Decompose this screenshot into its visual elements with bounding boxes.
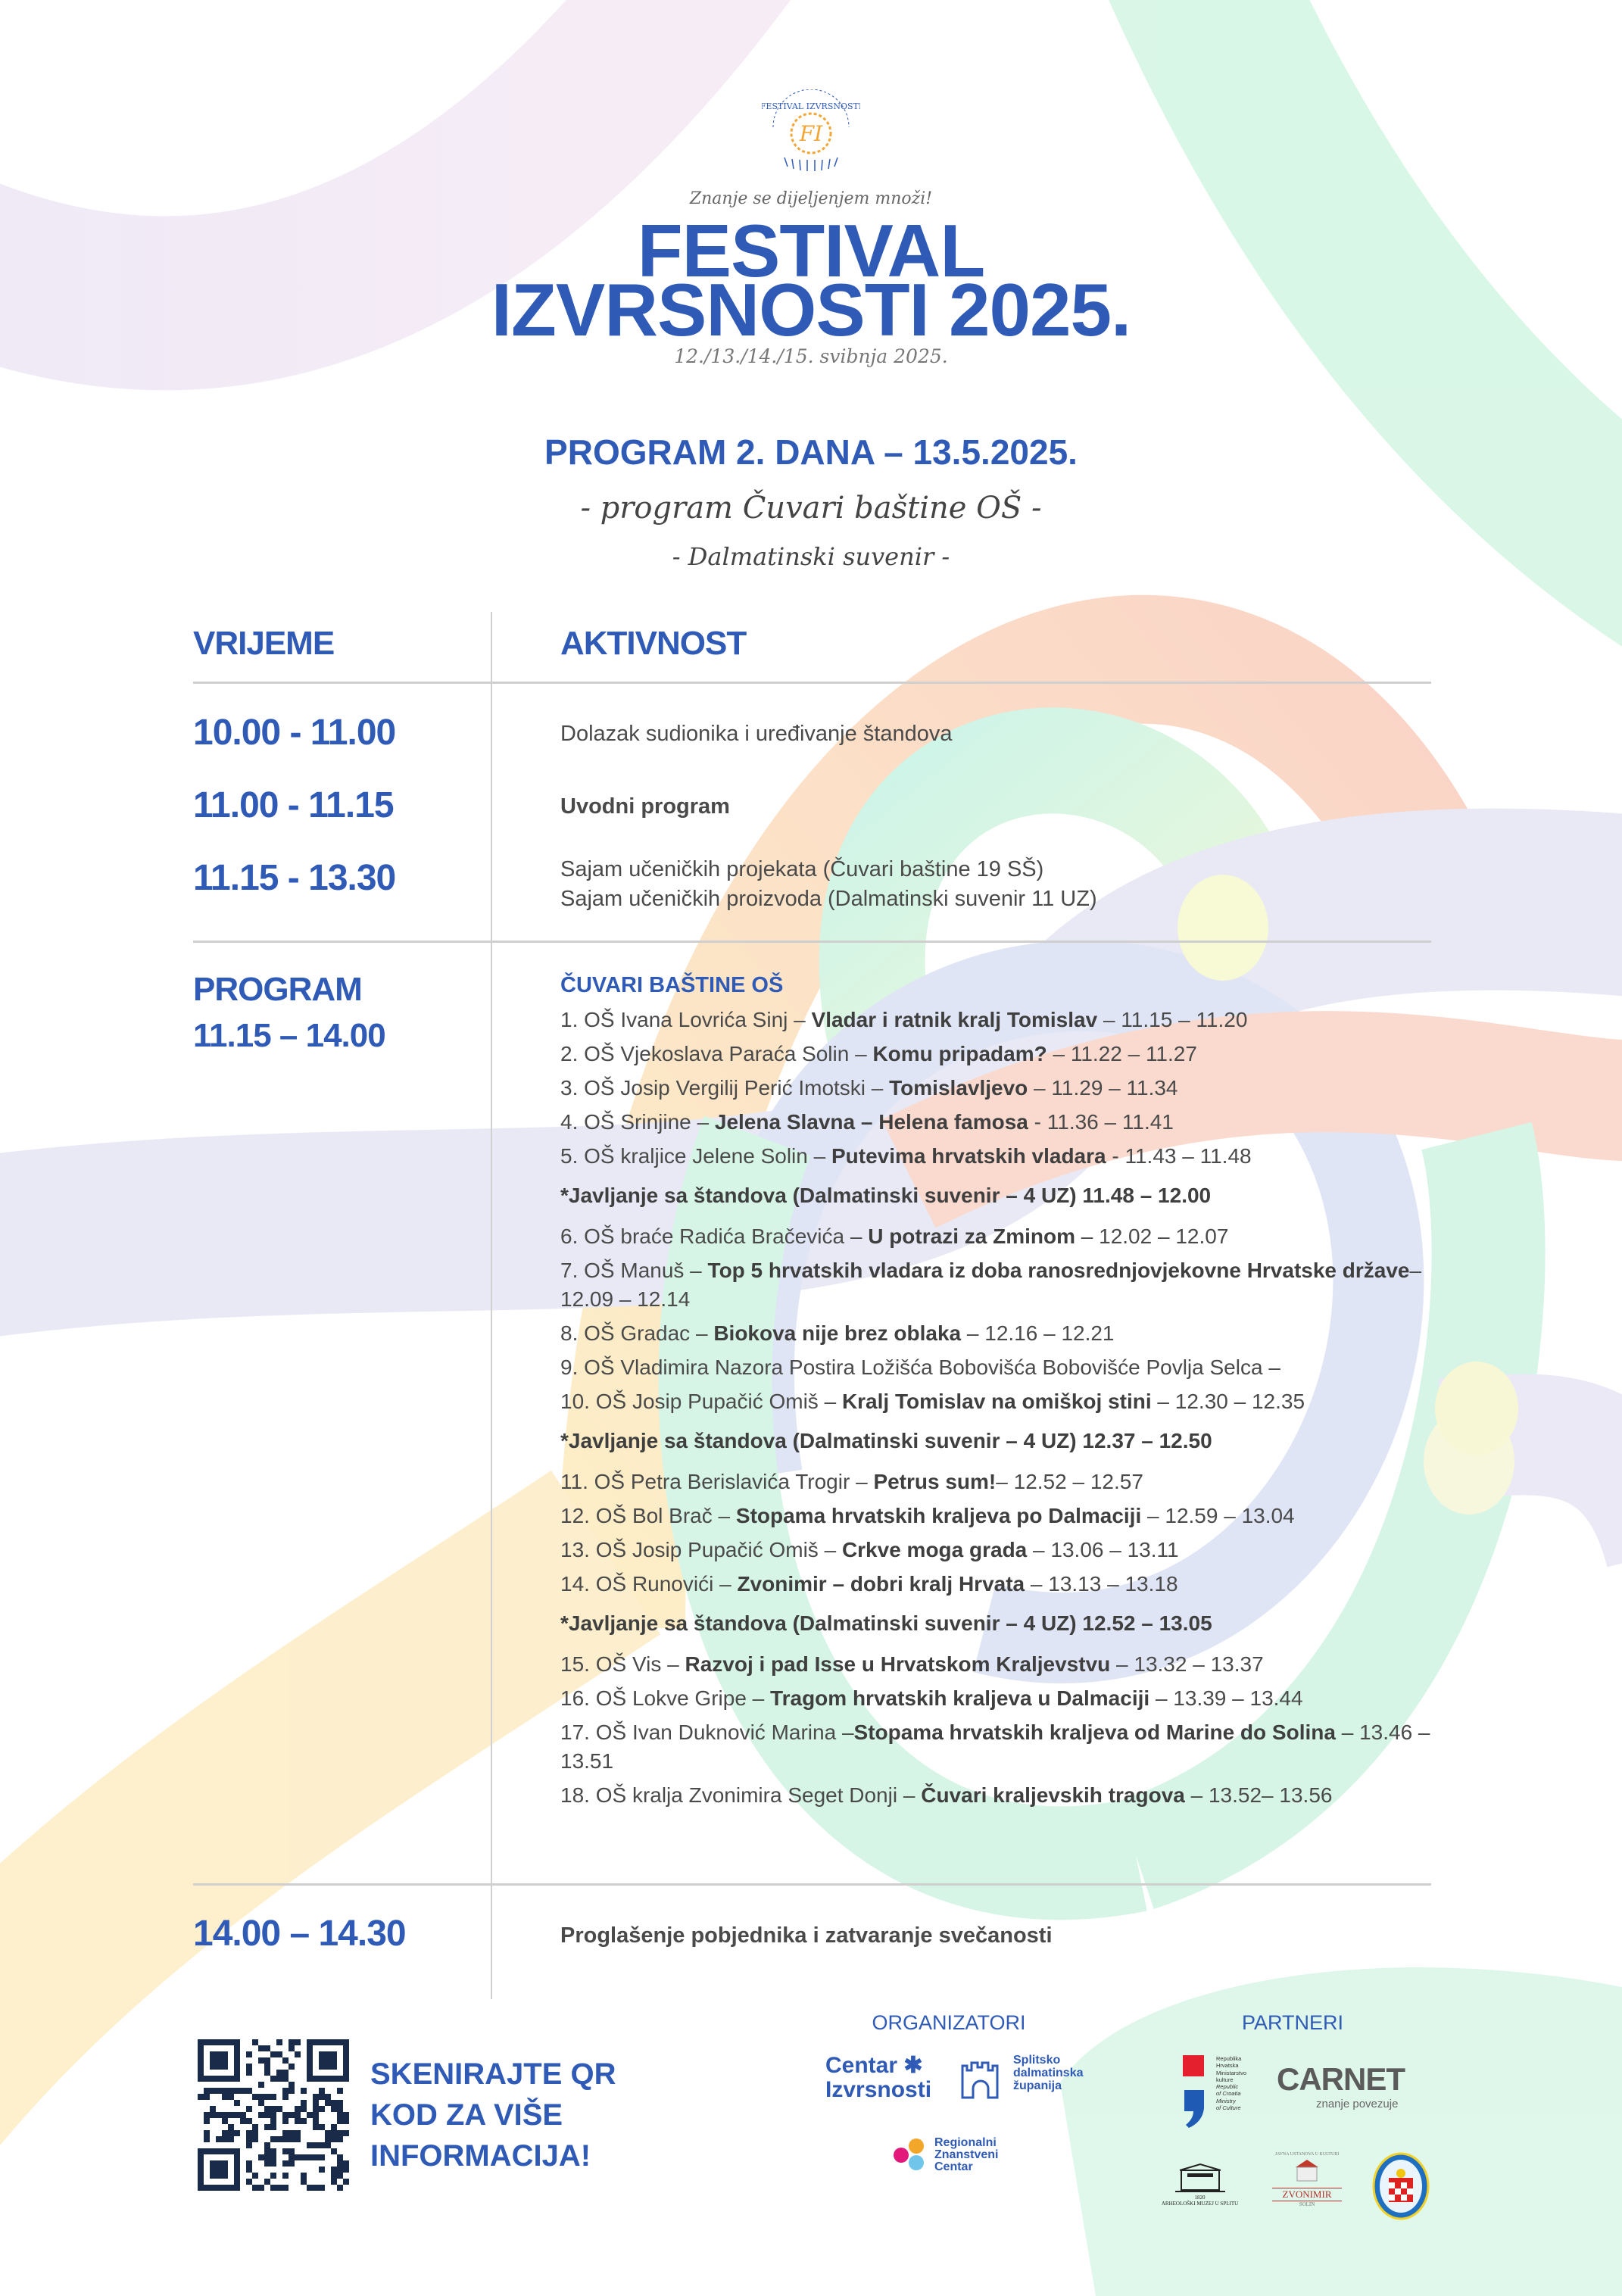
- museum-building-icon: [1174, 2163, 1227, 2193]
- item-prefix: 12. OŠ Bol Brač –: [560, 1504, 736, 1527]
- schedule-item: [560, 1040, 1431, 1068]
- item-title: Stopama hrvatskih kraljeva po Dalmaciji: [735, 1504, 1142, 1527]
- logo-text: Regionalni: [934, 2136, 997, 2149]
- item-title: Vladar i ratnik kralj Tomislav: [811, 1008, 1098, 1031]
- item-prefix: 10. OŠ Josip Pupačić Omiš –: [560, 1390, 842, 1413]
- logo-text: dalmatinska: [1013, 2067, 1084, 2079]
- logo-text: SOLIN: [1299, 2201, 1315, 2207]
- logo-text: Republika: [1216, 2055, 1242, 2062]
- festival-logo: [762, 89, 860, 176]
- program-time-range: 11.15 – 14.00: [193, 1017, 385, 1054]
- final-time: 14.00 – 14.30: [193, 1914, 406, 1954]
- row-divider: [193, 1883, 1431, 1886]
- item-prefix: 7. OŠ Manuš –: [560, 1259, 708, 1282]
- stand-presentation-note: *Javljanje sa štandova (Dalmatinski suvenir – 4 UZ) 12.52 – 13.05: [560, 1611, 1212, 1635]
- logo-text: Ministarstvo: [1216, 2069, 1247, 2076]
- schedule-item: [560, 1256, 1431, 1314]
- item-title: U potrazi za Zminom: [868, 1224, 1075, 1248]
- item-prefix: 17. OŠ Ivan Duknović Marina –: [560, 1720, 854, 1744]
- row-divider: [193, 941, 1431, 943]
- organizers-label: ORGANIZATORI: [872, 2011, 1026, 2034]
- subtitle-cuvari: - program Čuvari baštine OŠ -: [580, 491, 1042, 526]
- item-suffix: – 11.15 – 11.20: [1097, 1008, 1248, 1031]
- logo-text: CARNET: [1277, 2061, 1405, 2097]
- item-prefix: 11. OŠ Petra Berislavića Trogir –: [560, 1470, 874, 1493]
- row-activity-line2: Sajam učeničkih proizvoda (Dalmatinski suvenir 11 UZ): [560, 887, 1097, 911]
- zvonimir-solin-logo: [1272, 2152, 1342, 2207]
- schedule-item: [560, 1074, 1431, 1103]
- logo-text: ARHEOLOŠKI MUZEJ U SPLITU: [1161, 2201, 1239, 2207]
- final-activity: Proglašenje pobjednika i zatvaranje svečanosti: [560, 1923, 1053, 1948]
- item-suffix: – 12.02 – 12.07: [1075, 1224, 1229, 1248]
- item-prefix: 4. OŠ Srinjine –: [560, 1110, 715, 1134]
- logo-text: of Culture: [1216, 2104, 1241, 2112]
- hexagon-icons: [892, 2137, 930, 2172]
- title-line1: FESTIVAL: [637, 209, 985, 292]
- item-suffix: – 12.09 – 12.14: [560, 1259, 1422, 1311]
- item-title: Stopama hrvatskih kraljeva od Marine do Solina: [853, 1720, 1336, 1744]
- item-title: Tragom hrvatskih kraljeva u Dalmaciji: [770, 1686, 1150, 1710]
- header-divider: [193, 682, 1431, 684]
- item-title: Tomislavljevo: [889, 1076, 1028, 1100]
- schedule-item: [560, 1718, 1431, 1776]
- program-label: PROGRAM: [193, 971, 362, 1008]
- row-time: 11.15 - 13.30: [193, 858, 396, 898]
- item-prefix: 13. OŠ Josip Pupačić Omiš –: [560, 1538, 842, 1561]
- logo-text: Znanstveni: [934, 2148, 999, 2161]
- item-title: Čuvari kraljevskih tragova: [921, 1783, 1185, 1807]
- item-suffix: – 12.52 – 12.57: [996, 1470, 1143, 1493]
- logo-text: Centar: [825, 2053, 898, 2078]
- row-time: 10.00 - 11.00: [193, 713, 396, 753]
- row-activity: Sajam učeničkih projekata (Čuvari baštine 19 SŠ): [560, 857, 1044, 881]
- item-suffix: – 11.22 – 11.27: [1047, 1042, 1197, 1065]
- schedule-item: [560, 1142, 1431, 1171]
- carnet-logo: [1277, 2061, 1405, 2110]
- item-title: Komu pripadam?: [872, 1042, 1047, 1065]
- logo-text: of Croatia: [1216, 2090, 1241, 2098]
- column-header-time: VRIJEME: [193, 625, 335, 662]
- schedule-item: [560, 1781, 1431, 1810]
- subtitle-suvenir: - Dalmatinski suvenir -: [672, 542, 950, 571]
- castle-icon: [960, 2060, 1004, 2099]
- row-activity: Uvodni program: [560, 794, 730, 819]
- item-title: Top 5 hrvatskih vladara iz doba ranosrednjovjekovne Hrvatske države: [707, 1259, 1410, 1282]
- festival-dates: 12./13./14./15. svibnja 2025.: [674, 345, 948, 367]
- section-title: ČUVARI BAŠTINE OŠ: [560, 973, 784, 997]
- qr-code[interactable]: [198, 2039, 349, 2191]
- tagline: Znanje se dijeljenjem množi!: [689, 189, 933, 208]
- program-title: PROGRAM 2. DANA – 13.5.2025.: [544, 432, 1078, 472]
- qr-text-line1: SKENIRAJTE QR: [370, 2057, 616, 2091]
- table-column-divider: [491, 612, 492, 1999]
- schedule-item: [560, 1536, 1431, 1564]
- schedule-item: [560, 1006, 1431, 1034]
- qr-text-line3: INFORMACIJA!: [370, 2139, 591, 2173]
- logo-text: Republic: [1216, 2083, 1239, 2091]
- item-suffix: – 13.32 – 13.37: [1110, 1652, 1264, 1676]
- item-suffix: – 13.46 – 13.51: [560, 1720, 1430, 1773]
- item-title: Putevima hrvatskih vladara: [831, 1144, 1106, 1168]
- item-title: Zvonimir – dobri kralj Hrvata: [737, 1572, 1025, 1596]
- schedule-item: [560, 1468, 1431, 1496]
- schedule-list: [560, 971, 1431, 1815]
- item-suffix: – 13.06 – 13.11: [1027, 1538, 1179, 1561]
- title-line2: IZVRSNOSTI 2025.: [491, 268, 1131, 351]
- item-suffix: – 13.13 – 13.18: [1025, 1572, 1178, 1596]
- item-title: Petrus sum!: [873, 1470, 997, 1493]
- item-prefix: 15. OŠ Vis –: [560, 1652, 685, 1676]
- item-title: Jelena Slavna – Helena famosa: [714, 1110, 1028, 1134]
- item-title: Razvoj i pad Isse u Hrvatskom Kraljevstvu: [685, 1652, 1111, 1676]
- regionalni-znanstveni-centar-logo: [892, 2136, 999, 2176]
- logo-text: Hrvatska: [1216, 2062, 1239, 2070]
- item-title: Biokova nije brez oblaka: [713, 1321, 962, 1345]
- logo-text: kulture: [1216, 2076, 1234, 2083]
- item-suffix: – 11.29 – 11.34: [1028, 1076, 1178, 1100]
- logo-text: znanje povezuje: [1316, 2098, 1399, 2110]
- stand-presentation-note: *Javljanje sa štandova (Dalmatinski suvenir – 4 UZ) 12.37 – 12.50: [560, 1429, 1212, 1452]
- logo-text: županija: [1013, 2079, 1062, 2092]
- item-prefix: 3. OŠ Josip Vergilij Perić Imotski –: [560, 1076, 890, 1100]
- item-suffix: - 11.43 – 11.48: [1106, 1144, 1252, 1168]
- row-activity: Dolazak sudionika i uređivanje štandova: [560, 722, 953, 746]
- item-title: Kralj Tomislav na omiškoj stini: [841, 1390, 1152, 1413]
- item-prefix: 9. OŠ Vladimira Nazora Postira Ložišća Bobovišća Bobovišće Povlja Selca –: [560, 1355, 1280, 1379]
- svg-text:FI: FI: [799, 121, 823, 146]
- schedule-item: [560, 1222, 1431, 1251]
- row-time: 11.00 - 11.15: [193, 785, 394, 825]
- item-prefix: 16. OŠ Lokve Gripe –: [560, 1686, 771, 1710]
- schedule-item: [560, 1684, 1431, 1713]
- item-prefix: 18. OŠ kralja Zvonimira Seget Donji –: [560, 1783, 922, 1807]
- logo-text: Izvrsnosti: [825, 2077, 932, 2102]
- castle-building-icon: [1288, 2157, 1326, 2184]
- asterisk-icon: ✱: [903, 2053, 923, 2078]
- item-prefix: 5. OŠ kraljice Jelene Solin –: [560, 1144, 831, 1168]
- item-prefix: 1. OŠ Ivana Lovrića Sinj –: [560, 1008, 812, 1031]
- item-title: Crkve moga grada: [841, 1538, 1028, 1561]
- schedule-item: [560, 1650, 1431, 1679]
- item-suffix: – 13.52– 13.56: [1184, 1783, 1333, 1807]
- item-suffix: – 13.39 – 13.44: [1149, 1686, 1303, 1710]
- item-prefix: 8. OŠ Gradac –: [560, 1321, 714, 1345]
- solin-coat-of-arms: [1372, 2152, 1430, 2224]
- schedule-item: [560, 1108, 1431, 1137]
- item-suffix: – 12.16 – 12.21: [961, 1321, 1115, 1345]
- logo-text: JAVNA USTANOVA U KULTURI: [1274, 2152, 1340, 2157]
- item-prefix: 2. OŠ Vjekoslava Paraća Solin –: [560, 1042, 873, 1065]
- column-header-activity: AKTIVNOST: [560, 625, 747, 662]
- schedule-item: [560, 1570, 1431, 1599]
- schedule-item: [560, 1319, 1431, 1348]
- logo-text: Splitsko: [1013, 2054, 1061, 2067]
- item-prefix: 14. OŠ Runovići –: [560, 1572, 738, 1596]
- logo-text: ZVONIMIR: [1272, 2188, 1342, 2201]
- arheoloski-muzej-logo: [1156, 2163, 1243, 2207]
- logo-text: Centar: [934, 2160, 973, 2173]
- qr-text-line2: KOD ZA VIŠE: [370, 2098, 563, 2132]
- logo-text: 1820: [1194, 2195, 1206, 2201]
- item-prefix: 6. OŠ braće Radića Bračevića –: [560, 1224, 869, 1248]
- item-suffix: - 11.36 – 11.41: [1028, 1110, 1174, 1134]
- schedule-item: [560, 1353, 1431, 1382]
- logo-text: Ministry: [1216, 2097, 1236, 2104]
- item-suffix: – 12.59 – 13.04: [1141, 1504, 1295, 1527]
- partners-label: PARTNERI: [1241, 2011, 1344, 2034]
- stand-presentation-note: *Javljanje sa štandova (Dalmatinski suvenir – 4 UZ) 11.48 – 12.00: [560, 1184, 1212, 1207]
- centar-izvrsnosti-logo: [825, 2054, 931, 2102]
- item-suffix: – 12.30 – 12.35: [1151, 1390, 1305, 1413]
- schedule-item: [560, 1387, 1431, 1416]
- schedule-item: [560, 1502, 1431, 1530]
- svg-text:FESTIVAL IZVRSNOSTI: FESTIVAL IZVRSNOSTI: [762, 101, 860, 111]
